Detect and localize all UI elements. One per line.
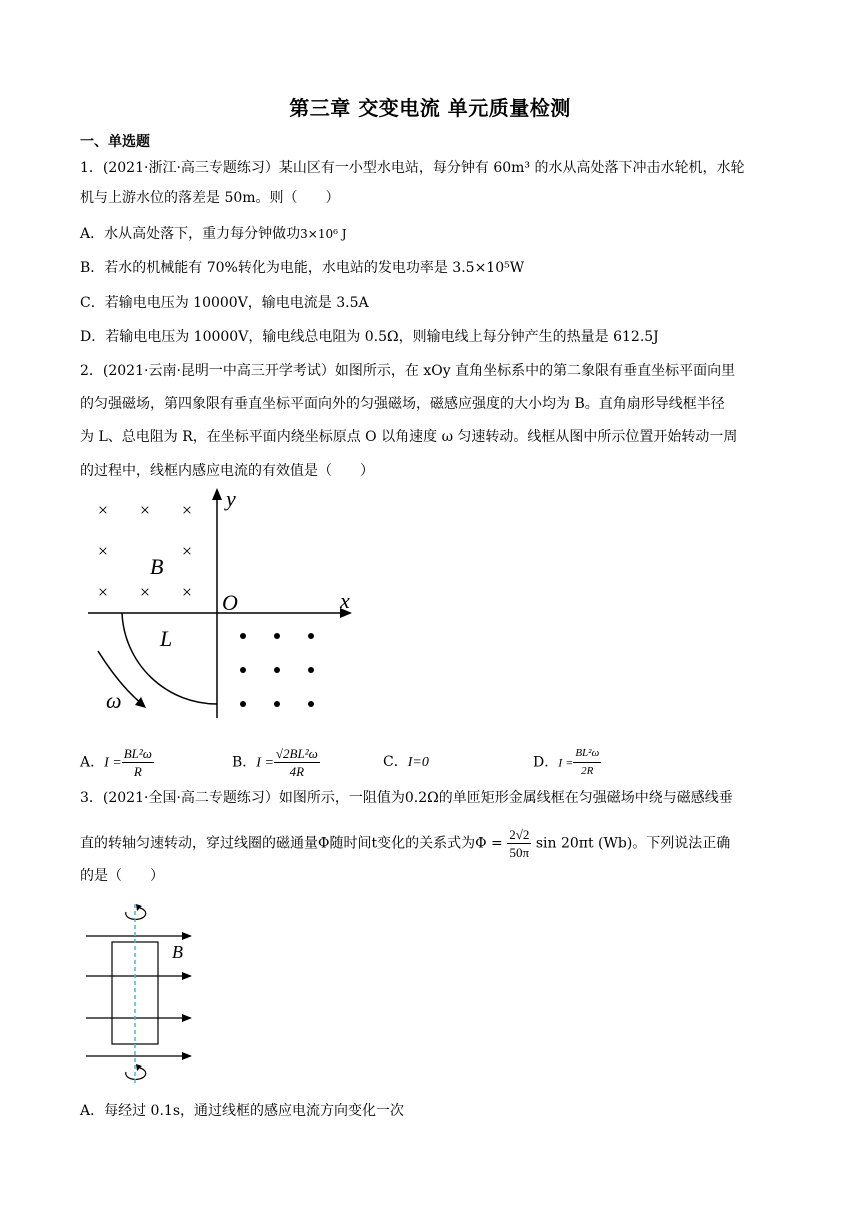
cross-mark: × xyxy=(97,500,109,520)
x-axis-label: x xyxy=(340,588,350,613)
rotation-arrowhead-top xyxy=(136,904,142,911)
origin-label: O xyxy=(222,590,238,615)
cross-mark: × xyxy=(97,582,109,602)
q2-option-a xyxy=(80,745,154,780)
q3-option-a: A．每经过 0.1s，通过线框的感应电流方向变化一次 xyxy=(80,1103,405,1119)
q3-figure xyxy=(80,902,220,1086)
field-label-b: B xyxy=(150,554,164,579)
rotation-arrowhead-bottom xyxy=(136,1064,142,1071)
q2-option-a-fraction xyxy=(122,745,154,780)
q3-stem-line-2-start: 直的转轴匀速转动，穿过线圈的磁通量Φ随时间t变化的关系式为Φ = xyxy=(80,835,503,852)
cross-mark: × xyxy=(139,500,151,520)
cross-mark: × xyxy=(97,541,109,561)
q3-flux-fraction xyxy=(507,826,531,861)
q1-option-d: D．若输电电压为 10000V，输电线总电阻为 0.5Ω，则输电线上每分钟产生的热量是 612.5J xyxy=(80,329,659,345)
q2-option-d xyxy=(533,745,601,780)
q2-option-c-value: I=0 xyxy=(407,755,429,770)
y-axis-label: y xyxy=(226,486,236,511)
coil-frame xyxy=(112,942,158,1044)
q1-option-a-text: A．水从高处落下，重力每分钟做功 xyxy=(80,226,301,242)
q1-stem-line-2: 机与上游水位的落差是 50m。则（ ） xyxy=(80,190,340,206)
field-lines xyxy=(86,936,186,1056)
section-heading: 一、单选题 xyxy=(80,134,150,150)
q2-figure xyxy=(80,486,370,726)
dot-mark xyxy=(274,701,280,707)
q2-option-c-label: C． xyxy=(383,754,408,770)
q1-option-a xyxy=(80,224,800,244)
q2-stem-line-2: 的匀强磁场，第四象限有垂直坐标平面向外的匀强磁场，磁感应强度的大小均为 B。直角扇形导线框半径 xyxy=(80,396,725,412)
q2-stem-line-3: 为 L、总电阻为 R，在坐标平面内绕坐标原点 O 以角速度 ω 匀速转动。线框从图中所示位置开始转动一周 xyxy=(80,429,738,445)
q3-stem-line-1: 3．(2021·全国·高二专题练习）如图所示，一阻值为0.2Ω的单匝矩形金属线框在匀强磁场中绕与磁感线垂 xyxy=(80,790,733,806)
frac-denominator: R xyxy=(133,764,142,779)
frac-numerator: BL²ω xyxy=(123,746,152,761)
q2-option-d-fraction xyxy=(573,745,601,780)
q2-option-b xyxy=(232,745,320,780)
field-out-of-page xyxy=(240,633,314,707)
radius-label-l: L xyxy=(160,626,173,651)
cross-mark: × xyxy=(181,541,193,561)
dot-mark xyxy=(308,633,314,639)
frac-numerator: 2√2 xyxy=(509,827,530,842)
field-into-page xyxy=(98,500,192,602)
y-axis-arrow xyxy=(212,488,222,500)
dot-mark xyxy=(240,701,246,707)
q2-option-b-lhs: I = xyxy=(256,755,274,771)
q2-option-d-lhs: I = xyxy=(558,755,574,770)
frac-denominator: 4R xyxy=(289,764,305,779)
q1-stem-line-1: 1．(2021·浙江·高三专题练习）某山区有一小型水电站，每分钟有 60m³ 的水从高处落下冲击水轮机，水轮 xyxy=(80,160,745,176)
q2-option-b-label: B． xyxy=(232,754,257,771)
dot-mark xyxy=(308,701,314,707)
cross-mark: × xyxy=(139,582,151,602)
frac-denominator: 50π xyxy=(509,845,530,860)
q2-option-c xyxy=(383,752,429,773)
field-arrowheads xyxy=(182,932,192,1060)
page-title: 第三章 交变电流 单元质量检测 xyxy=(289,96,571,120)
cross-mark: × xyxy=(181,582,193,602)
q1-option-c: C．若输电电压为 10000V，输电电流是 3.5A xyxy=(80,295,369,311)
q2-option-d-label: D． xyxy=(533,754,559,771)
q3-stem-line-2 xyxy=(80,826,800,861)
dot-mark xyxy=(274,667,280,673)
dot-mark xyxy=(240,667,246,673)
dot-mark xyxy=(274,633,280,639)
q2-option-a-label: A． xyxy=(80,754,105,771)
cross-mark: × xyxy=(181,500,193,520)
frac-numerator: √2BL²ω xyxy=(275,746,318,761)
q2-stem-line-1: 2．(2021·云南·昆明一中高三开学考试）如图所示，在 xOy 直角坐标系中的第二象限有垂直坐标平面向里 xyxy=(80,363,736,379)
dot-mark xyxy=(240,633,246,639)
q3-stem-line-3: 的是（ ） xyxy=(80,868,164,884)
frac-denominator: 2R xyxy=(581,765,594,777)
q2-option-b-fraction xyxy=(274,745,320,780)
field-label-b: B xyxy=(172,942,183,962)
dot-mark xyxy=(308,667,314,673)
omega-label: ω xyxy=(106,688,122,713)
q2-stem-line-4: 的过程中，线框内感应电流的有效值是（ ） xyxy=(80,463,374,479)
q1-option-a-value: 3×10⁶ J xyxy=(300,227,347,241)
frac-numerator: BL²ω xyxy=(573,745,601,763)
q3-stem-line-2-end: sin 20πt (Wb)。下列说法正确 xyxy=(535,835,731,852)
q1-option-b: B．若水的机械能有 70%转化为电能，水电站的发电功率是 3.5×10⁵W xyxy=(80,260,525,276)
q2-option-a-lhs: I = xyxy=(104,755,122,771)
